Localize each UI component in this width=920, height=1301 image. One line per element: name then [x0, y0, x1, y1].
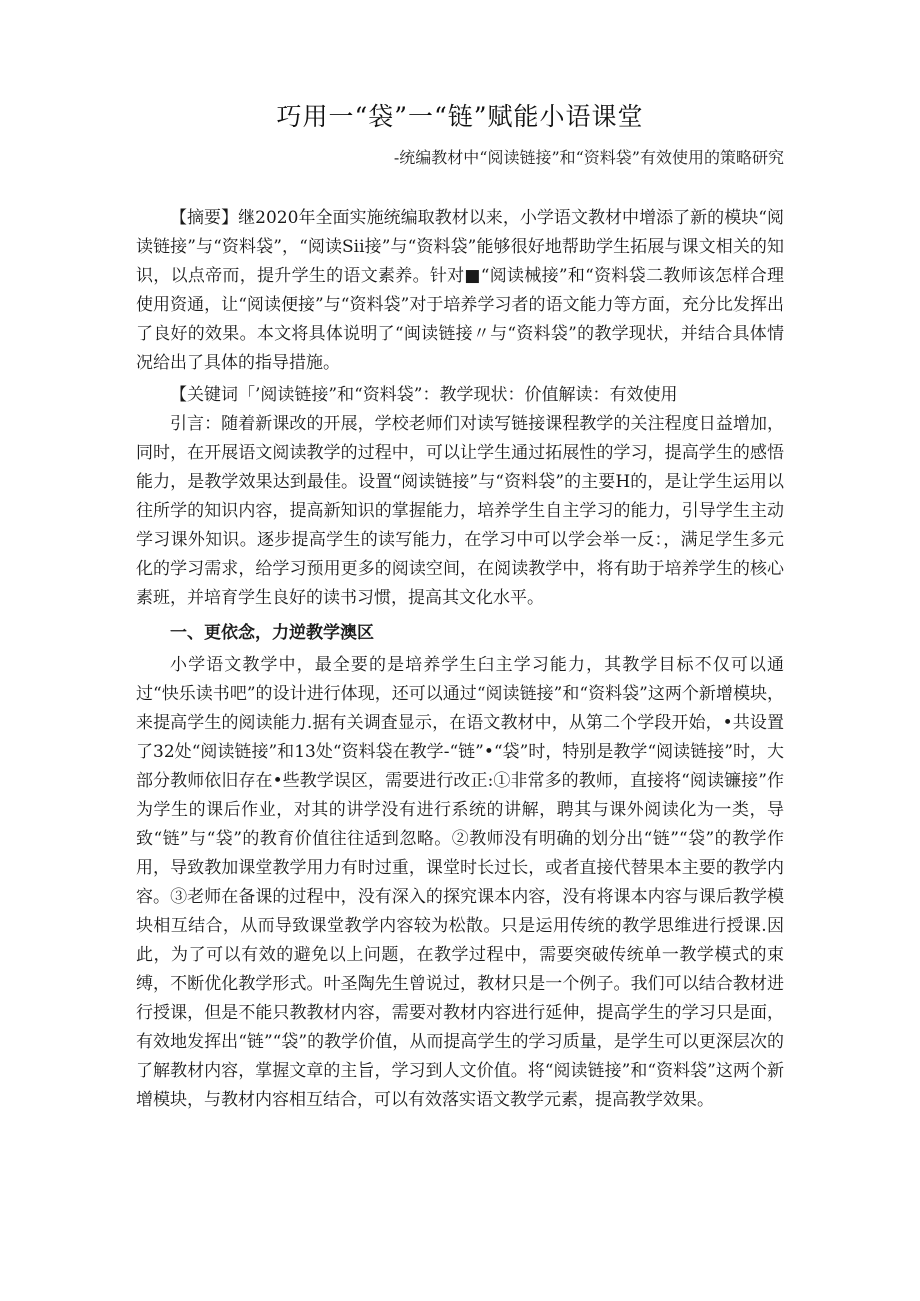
section-heading: 一、更依念，力逆教学澳区 [170, 623, 374, 643]
keywords-paragraph: 【关键词「’阅读链接”和“资料袋”：教学现状：价值解读：有效使用 [170, 385, 678, 405]
document-title: 巧用一“袋”一“链”赋能小语课堂 [276, 102, 644, 131]
abstract-paragraph: 【摘要】继2020年全面实施统编取教材以来，小学语文教材中增添了新的模块“阅读链接”与“资料袋”，“阅读Sii接”与“资料袋”能够很好地帮助学生拓展与课文相关的知识，以点帝而，提升学生的语文素养。针对■“阅读械接”和“资料袋二教师该怎样合理使用资通，让“阅读便接”与“资料袋”对于培养学习者的语文能力等方面，充分比发挥出了良好的效果。本文将具体说明了“闽读链接〃与“资料袋”的教学现状，并结合具体情况给出了具体的指导措施。 [136, 208, 784, 373]
document-body [136, 204, 784, 1115]
intro-paragraph: 引言：随着新课改的开展，学校老师们对读写链接课程教学的关注程度日益增加，同时，在开展语文阅读教学的过程中，可以让学生通过拓展性的学习，提高学生的感悟能力，是教学效果达到最佳。设置“阅读链接”与“资料袋”的主要H的，是让学生运用以往所学的知识内容，提高新知识的掌握能力，培养学生自主学习的能力，引导学生主动学习课外知识。逐步提高学生的读写能力，在学习中可以学会举一反：，满足学生多元化的学习需求，给学习预用更多的阅读空间，在阅读教学中，将有助于培养学生的核心素班，并培育学生良好的读书习惯，提高其文化水平。 [136, 414, 784, 608]
document-subtitle: -统编教材中“阅读链接”和“资料袋”有效使用的策略研究 [393, 148, 784, 167]
section-paragraph: 小学语文教学中，最全要的是培养学生臼主学习能力，其教学目标不仅可以通过“快乐读书吧”的设计进行体现，还可以通过“阅读链接”和“资料袋”这两个新增模块，来提高学生的阅读能力.据有关调査显示，在语文教材中，从第二个学段开始，•共设置了32处“阅读链接”和13处“资料袋在教学-“链”•“袋”时，特别是教学“阅读链接”时，大部分教师依旧存在•些教学误区，需要进行改正:①非常多的教师，直接将“阅读镰接”作为学生的课后作业，对其的讲学没有进行系统的讲解，聘其与课外阅读化为一类，导致“链”与“袋”的教育价值往往适到忽略。②教师没有明确的划分出“链”“袋”的教学作用，导致教加课堂教学用力有时过重，课堂时长过长，或者直接代替果本主要的教学内容。③老师在备课的过程中，没有深入的探究课本内容，没有将课本内容与课后教学模块相互结合，从而导致课堂教学内容较为松散。只是运用传统的教学思维进行授课.因此，为了可以有效的避免以上问题，在教学过程中，需要突破传统单一教学模式的束缚，不断优化教学形式。叶圣陶先生曾说过，教材只是一个例子。我们可以结合教材进行授课，但是不能只教教材内容，需要对教材内容进行延伸，提高学生的学习只是面，有效地发挥出“链”“袋”的教学价值，从而提高学生的学习质量，是学生可以更深层次的了解教材内容，掌握文章的主旨，学习到人文价值。将“阅读链接”和“资料袋”这两个新增模块，与教材内容相互结合，可以有效落实语文教学元素，提高教学效果。 [136, 655, 784, 1110]
